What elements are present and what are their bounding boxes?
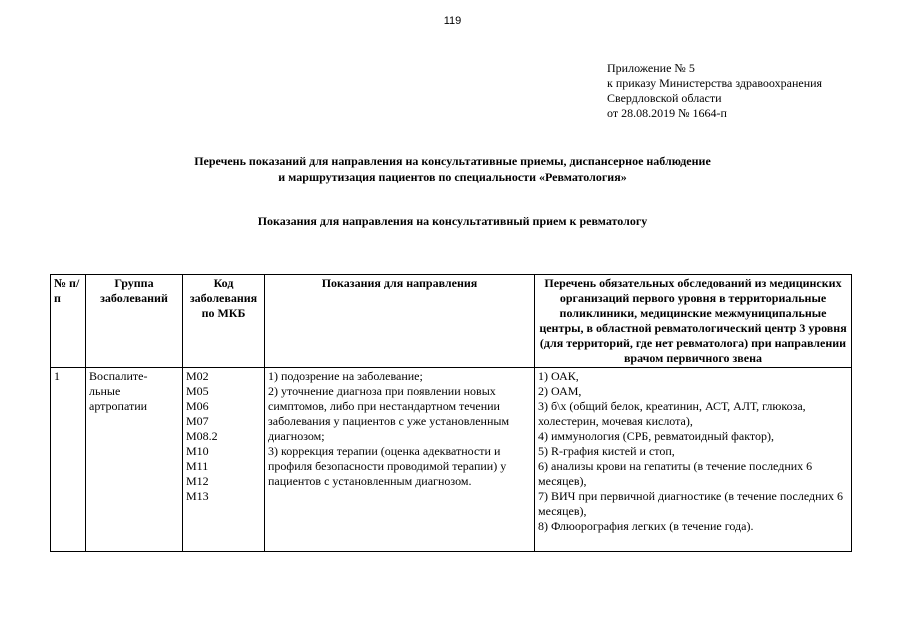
appendix-line: к приказу Министерства здравоохранения <box>607 76 823 90</box>
exam-item: 1) ОАК, <box>538 369 579 383</box>
page-number: 119 <box>443 15 462 27</box>
appendix-line: Свердловской области <box>607 91 722 105</box>
icd-codes-cell <box>183 368 265 552</box>
table-row <box>51 368 852 552</box>
section-title: Показания для направления на консультативный прием к ревматологу <box>257 214 648 228</box>
appendix-line: от 28.08.2019 № 1664-п <box>607 106 727 120</box>
icd-code: M05 <box>186 384 209 398</box>
disease-group-line: льные <box>89 384 121 398</box>
document-title-line-1: Перечень показаний для направления на консультативные приемы, диспансерное наблюдение <box>194 154 711 168</box>
icd-code: M06 <box>186 399 209 413</box>
exam-item: 6) анализы крови на гепатиты (в течение последних 6 месяцев), <box>538 459 813 488</box>
appendix-reference <box>607 61 822 121</box>
appendix-line: Приложение № 5 <box>607 61 695 75</box>
header-required-exams: Перечень обязательных обследований из медицинских организаций первого уровня в территориальные поликлиники, медицинские межмуниципальные центры, в областной ревматологический центр 3 уровня (для территорий, где нет ревматолога) при направлении врачом первичного звена <box>535 275 852 368</box>
icd-code: M12 <box>186 474 209 488</box>
indications-table <box>50 274 852 552</box>
icd-code: M11 <box>186 459 209 473</box>
header-disease-group: Группа заболеваний <box>86 275 183 368</box>
icd-code: M08.2 <box>186 429 218 443</box>
exam-item: 8) Флюорография легких (в течение года). <box>538 519 754 533</box>
exam-item: 7) ВИЧ при первичной диагностике (в течение последних 6 месяцев), <box>538 489 843 518</box>
exam-item: 5) R-графия кистей и стоп, <box>538 444 675 458</box>
header-indications: Показания для направления <box>265 275 535 368</box>
row-number: 1 <box>51 368 86 552</box>
icd-code: M10 <box>186 444 209 458</box>
header-number: № п/п <box>51 275 86 368</box>
exam-item: 3) б\х (общий белок, креатинин, АСТ, АЛТ, глюкоза, холестерин, мочевая кислота), <box>538 399 806 428</box>
exam-item: 2) ОАМ, <box>538 384 582 398</box>
disease-group-line: артропатии <box>89 399 148 413</box>
required-exams-cell <box>535 368 852 552</box>
indications-cell: 1) подозрение на заболевание; 2) уточнение диагноза при появлении новых симптомов, либо при нестандартном течении заболевания у пациентов с уже установленным диагнозом; 3) коррекция терапии (оценка адекватности и профиля безопасности проводимой терапии) у пациентов с установленным диагнозом. <box>265 368 535 552</box>
exam-item: 4) иммунология (СРБ, ревматоидный фактор), <box>538 429 774 443</box>
icd-code: M02 <box>186 369 209 383</box>
disease-group-cell <box>86 368 183 552</box>
document-title <box>0 153 905 185</box>
disease-group-line: Воспалите- <box>89 369 148 383</box>
document-title-line-2: и маршрутизация пациентов по специальности «Ревматология» <box>278 170 627 184</box>
icd-code: M13 <box>186 489 209 503</box>
table-header-row <box>51 275 852 368</box>
header-icd-code: Код заболевания по МКБ <box>183 275 265 368</box>
icd-code: M07 <box>186 414 209 428</box>
